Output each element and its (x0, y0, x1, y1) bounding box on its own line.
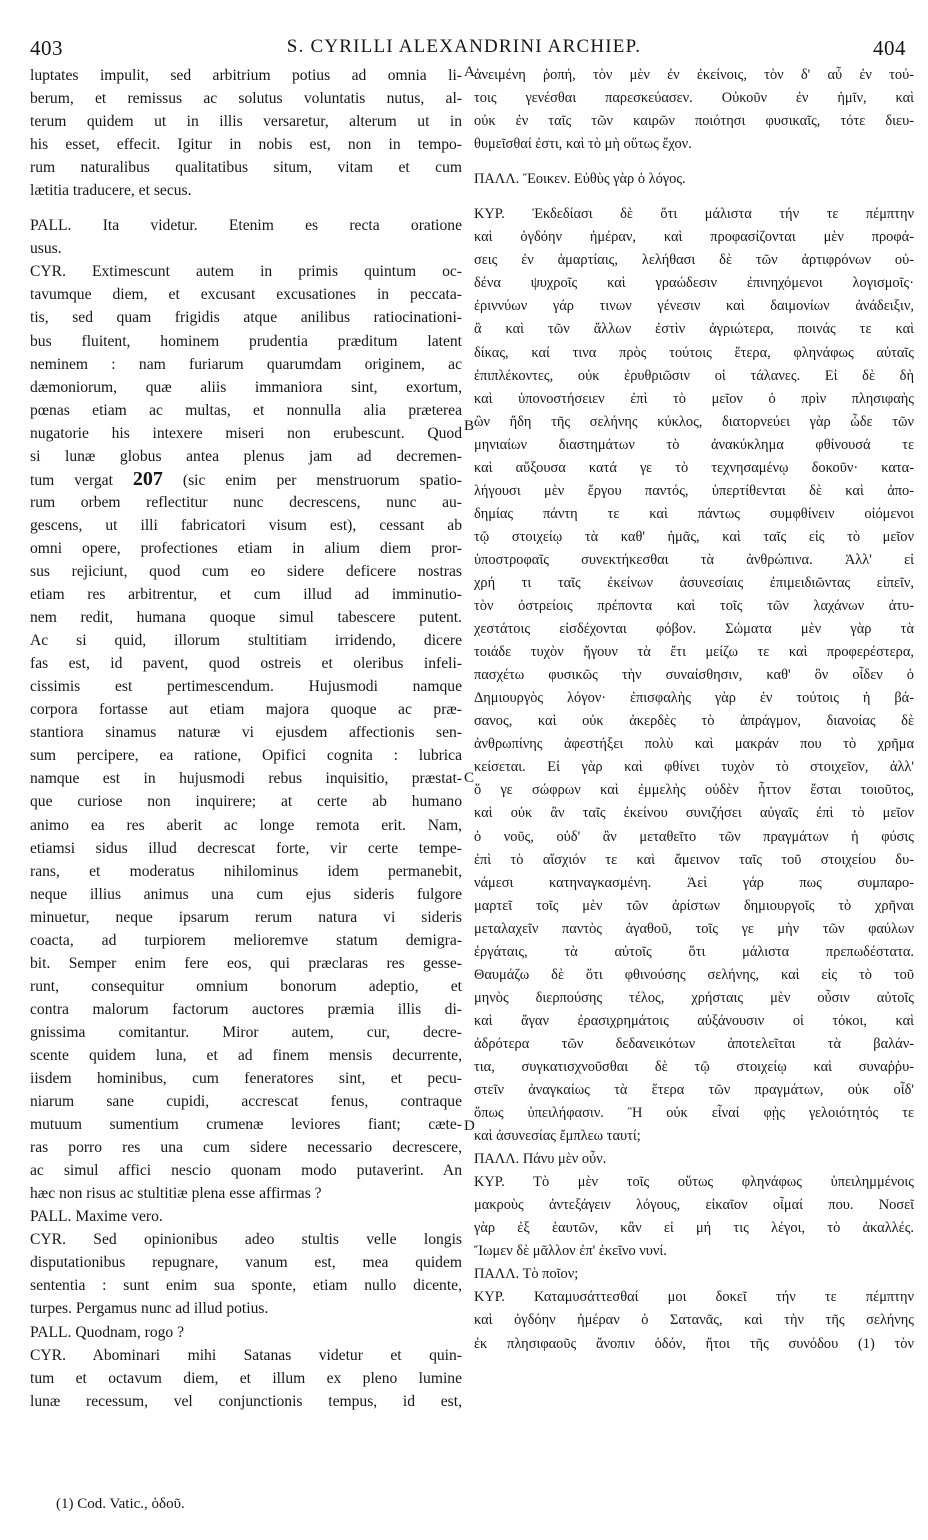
text-line: τῷ στοιχείῳ τὰ καθ' ἡμᾶς, καὶ ταῖς εἰς τὸ μεῖον (474, 528, 914, 545)
text-line: tavumque diem, et excusant excusationes in peccata- (30, 286, 462, 304)
text-line: μακροὺς ἀντεξάγειν λόγους, εἰκαῖον οἶμαί που. Νοσεῖ (474, 1197, 914, 1214)
text-line: minuetur, neque ipsarum rerum natura vi sideris (30, 908, 462, 926)
text-line: ὢν ἤδη τῆς σελήνης κύκλος, διατορνεύει γὰρ ὧδε τῶν (474, 413, 914, 430)
page-number-right: 404 (873, 36, 906, 60)
text-line: sum percipere, ea ratione, Opifici cognita : lubrica (30, 747, 462, 765)
page-number-left: 403 (30, 36, 63, 60)
greek-paragraph-1 (474, 64, 914, 156)
text-line: gescens, ut illi fabricatori visum est), cessant ab (30, 516, 462, 534)
text-line: χρή τι ταῖς ἐκείνων ἀσυνεσίαις ἐπιμειδιῶντας εἰπεῖν, (474, 574, 914, 591)
text-line: ΚΥΡ. Ἐκδεδίασι δὲ ὅτι μάλιστα τήν τε πέμπτην (474, 206, 914, 223)
page-header (0, 36, 928, 60)
running-title: S. CYRILLI ALEXANDRINI ARCHIEP. (286, 36, 642, 57)
text-line: τὸν ὀστρείοις πρέποντα καὶ τοῖς τῶν λαχάνων ἀτυ- (474, 598, 914, 615)
text-line: δένα ψυχροῖς καὶ γραώδεσιν ἐπινηχόμενοι λογισμοῖς· (474, 275, 914, 292)
text-line: bus fluitent, hominem prudentia præditum latent (30, 332, 462, 350)
text-line: καὶ αὔξουσα κατά γε τὸ τεχνησαμένῳ δοκοῦν· κατα- (474, 459, 914, 476)
text-line: bit. Semper enim fere eos, qui præclaras res gesse- (30, 954, 462, 972)
text-line: que curiose non inquirere; at certe ab humano (30, 793, 462, 811)
text-line: ἀνθρωπίνης ἀφεστήξει πολὺ καὶ μακράν που τὸ χρῆμα (474, 736, 914, 753)
text-line: ac simul affici nescio quonam modo putaverint. An (30, 1162, 462, 1180)
text-line: ras porro res una cum sidere necessario decrescere, (30, 1139, 462, 1157)
text-line: niarum sane cupidi, accrescat fenus, contraque (30, 1093, 462, 1111)
text-line: tum et octavum diem, et illum ex pleno lumine (30, 1369, 462, 1387)
text-line: σανος, καὶ οὐκ ἀκερδὲς τὸ ἀπράγμον, διανοίας δὲ (474, 713, 914, 730)
text-line: his esset, effecit. Igitur in nobis est, non in tempo- (30, 136, 462, 154)
text-line: etiam res arbitrentur, et cum illud ad imminutio- (30, 586, 462, 604)
text-line: κείσεται. Εἰ γὰρ καὶ φθίνει τυχὸν τὸ στοιχεῖον, ἀλλ' (474, 759, 914, 776)
margin-letter-a: A (464, 64, 475, 80)
text-line: λήγουσι μὲν ἔργου παντός, ὑπερτίθενται δὲ καὶ ἀπο- (474, 482, 914, 499)
text-line: CYR. Sed opinionibus adeo stultis velle longis (30, 1231, 462, 1249)
text-line: ἐριννύων γάρ τινων γένεσιν καὶ δαιμονίων ἀνάδειξιν, (474, 298, 914, 315)
text-line: τοις γενέσθαι παρεσκεύασεν. Οὐκοῦν ἐν ἡμῖν, καὶ (474, 90, 914, 107)
text-line: σεις ἐν ἁμαρτίαις, λελήθασι δὲ τῶν ἀρτιφρόνων οὐ- (474, 252, 914, 269)
text-line: neque illius animus una cum ejus sideris fulgore (30, 885, 462, 903)
text-line: ἀνειμένη ῥοπή, τὸν μὲν ἐν ἐκείνοις, τὸν δ' αὖ ἐν τού- (474, 67, 914, 83)
text-line: stantiora sinamus naturæ vi ejusdem affectionis sen- (30, 724, 462, 742)
text-line: usus. (30, 240, 62, 258)
text-line: etiamsi sidus illud decrescat forte, vir certe tempe- (30, 839, 462, 857)
text-line: rans, et moderatus nihilominus idem permanebit, (30, 862, 462, 880)
text-line: tis, sed quam frigidis atque anilibus ratiocinationi- (30, 309, 462, 327)
text-line: sententia : sunt enim sua sponte, etiam nullo dicente, (30, 1277, 462, 1295)
latin-cyr-paragraph-4 (30, 1344, 462, 1413)
text-line: si lunæ globus antea plenus jam ad decremen- (30, 447, 462, 465)
latin-pall-speech-1 (30, 214, 462, 260)
text-line: τοιάδε τυχὸν ἤγουν τὰ ἔτι μείζω τε καὶ προφερέστερα, (474, 644, 914, 661)
text-line: CYR. Abominari mihi Satanas videtur et quin- (30, 1346, 462, 1364)
text-line: ΚΥΡ. Τὸ μὲν τοῖς οὕτως φληνάφως ὑπειλημμένοις (474, 1174, 914, 1191)
text-line: rum naturalibus qualitatibus situm, vitam et cum (30, 159, 462, 177)
latin-column (30, 64, 462, 1413)
text-line: neminem : nam furiarum quarumdam originem, ac (30, 355, 462, 373)
text-line: Δημιουργὸς λόγον· ἐπισφαλὴς γὰρ ἐν τούτοις ἡ βά- (474, 690, 914, 707)
text-line: runt, consequitur omnium bonorum adeptio, et (30, 977, 462, 995)
text-line: ἐπιπλέκοντες, οὐκ ἐρυθριῶσιν οἱ τάλανες. Εἰ δὲ δὴ (474, 367, 914, 384)
text-line: ἐργάταις, τὰ αὐτοῖς ὅτι μάλιστα πρεπωδέστατα. (474, 943, 914, 960)
text-line: στεῖν ἀναγκαίως τὰ ἕτερα τῶν πραγμάτων, οὐκ οἶδ' (474, 1082, 914, 1099)
text-line: PALL. Ita videtur. Etenim es recta oratione (30, 217, 462, 235)
text-line: καὶ ἄγαν ἐρασιχρημάτοις αὐξάνουσιν οἱ τόκοι, καὶ (474, 1012, 914, 1029)
latin-pall-speech-2: PALL. Maxime vero. (30, 1208, 163, 1226)
text-line: μηνιαίων διαστημάτων τὸ ἀνακύκλημα φθίνουσά τε (474, 436, 914, 453)
text-line: δίκας, καί τινα πρὸς τούτοις ἕτερα, φληνάφως αὐταῖς (474, 344, 914, 361)
text-line: mutuum sumentium crumenæ leviores fiant; cæte- (30, 1116, 462, 1134)
text-line: πασχέτω φυσικῶς τὴν συναίσθησιν, καθ' ὃν οἶδεν ὁ (474, 667, 914, 684)
text-line: hæc non risus ac stultitiæ plena esse affirmas ? (30, 1185, 322, 1203)
text-line: gnissima comitantur. Miror autem, cur, decre- (30, 1023, 462, 1041)
text-line: coacta, ad turpiorem melioremve statum demigra- (30, 931, 462, 949)
text-line: καὶ οὐκ ἂν ταῖς ἐκείνου συνιζήσει αὐγαῖς ἐπὶ τὸ μεῖον (474, 805, 914, 822)
greek-column (474, 64, 914, 1356)
text-line: μηνὸς διερπούσης τέλος, χρήσταις μὲν οὖσιν αὐτοῖς (474, 989, 914, 1006)
greek-pall-speech-3: ΠΑΛΛ. Τὸ ποῖον; (474, 1266, 579, 1283)
text-line: fas est, id pavent, quod ostreis et oleribus infeli- (30, 655, 462, 673)
text-line: μαρτεῖ τοῖς μὲν τῶν ἀρίστων δημιουργοῖς τὸ χρῆναι (474, 897, 914, 914)
text-line: namque est in hujusmodi rebus inquisitio, præstat- (30, 770, 462, 788)
text-line: ὁ νοῦς, οὐδ' ἂν μεταθεῖτο τῶν πραγμάτων ἡ φύσις (474, 828, 914, 845)
text-line: γὰρ ἐξ ἑαυτῶν, κἂν εἰ μή τις λέγοι, τὸ ἀκαλλές. (474, 1220, 914, 1237)
text-line: tum vergat 207 (sic enim per menstruorum spatio- (30, 467, 462, 490)
text-line: ὅπως ὑπειλήφασιν. Ἢ οὐκ εἶναί φῂς γελοιότητός τε (474, 1105, 914, 1122)
text-line: Ἴωμεν δὲ μᾶλλον ἐπ' ἐκεῖνο νυνί. (474, 1243, 667, 1260)
greek-pall-speech-2: ΠΑΛΛ. Πάνυ μὲν οὖν. (474, 1151, 607, 1168)
text-line: ὑποστροφαῖς συνεκτήκεσθαι τὰ ἀνθρώπινα. Ἀλλ' εἰ (474, 551, 914, 568)
text-line: omni opere, profectiones etiam in alium diem pror- (30, 539, 462, 557)
latin-cyr-paragraph-2 (30, 260, 462, 1205)
margin-letter-d: D (464, 1118, 475, 1134)
text-line: καὶ ὑπονοστήσειεν ἐπὶ τὸ μεῖον ὁ πρὶν πλησιφαὴς (474, 390, 914, 407)
text-line: Θαυμάζω δὲ ὅτι φθινούσης σελήνης, καὶ εἰς τὸ τοῦ (474, 966, 914, 983)
text-line: scente quidem luna, et ad finem mensis decurrente, (30, 1046, 462, 1064)
text-line: καὶ ὀγδόην ἡμέραν, καὶ προφασίζονται μὲν προφά- (474, 229, 914, 246)
text-line: disputationibus repugnare, vanum est, mea quidem (30, 1254, 462, 1272)
text-line: iisdem hominibus, cum feneratores sint, et pecu- (30, 1070, 462, 1088)
text-line: ἃ καὶ τῶν ἄλλων ἐστὶν ἀγριώτερα, ποινάς τε καὶ (474, 321, 914, 338)
text-line: nugatorie his intexere miseri non erubescunt. Quod (30, 424, 462, 442)
text-line: ΚΥΡ. Καταμυσάττεσθαί μοι δοκεῖ τήν τε πέμπτην (474, 1289, 914, 1306)
text-line: μεταλαχεῖν παντὸς ἀγαθοῦ, τοῖς γε μὴν τῶν φαύλων (474, 920, 914, 937)
text-line: sus rejiciunt, quod cum eo sidere deficere nostras (30, 562, 462, 580)
margin-letter-b: B (464, 418, 475, 434)
text-line: dæmoniorum, quæ aliis immaniora sint, exortum, (30, 378, 462, 396)
text-line: ἐπὶ τὸ αἴσχιόν τε καὶ ἄμεινον ταῖς τοῦ στοιχείου δυ- (474, 851, 914, 868)
margin-letter-c: C (464, 770, 475, 786)
text-line: δημίας πάντη τε καὶ πάντως συμφθίνειν οἰόμενοι (474, 505, 914, 522)
text-line: berum, et remissus ac solutus voluntatis nutus, al- (30, 90, 462, 108)
text-line: corpora fortasse aut etiam majora quoque ac præ- (30, 701, 462, 719)
text-line: animo ea res aberit ac longe remota erit. Nam, (30, 816, 462, 834)
latin-cyr-paragraph-3 (30, 1228, 462, 1320)
text-line: CYR. Extimescunt autem in primis quintum oc- (30, 263, 462, 281)
text-line: lunæ recessum, vel conjunctionis tempus, id est, (30, 1392, 462, 1410)
greek-pall-speech-1: ΠΑΛΛ. Ἔοικεν. Εὐθὺς γὰρ ὁ λόγος. (474, 171, 686, 188)
text-line: lætitia traducere, et secus. (30, 182, 192, 200)
text-line: τια, συγκατισχνοῦσθαι δὲ τῷ στοιχείῳ καὶ συναῤῥυ- (474, 1058, 914, 1075)
text-line: Ac si quid, illorum stultitiam irridendo, dicere (30, 632, 462, 650)
text-line: turpes. Pergamus nunc ad illud potius. (30, 1300, 269, 1318)
text-line: pœnas etiam ac multas, et nonnulla alia præterea (30, 401, 462, 419)
text-line: ἐκ πλησιφαοῦς ἄνοπιν ὁδόν, ἤτοι τῆς συνόδου (1) τὸν (474, 1335, 914, 1352)
greek-cyr-paragraph-2 (474, 203, 914, 1148)
text-line: χεστάτοις εἰσδέχονται φόβον. Σώματα μὲν γὰρ τὰ (474, 621, 914, 638)
greek-cyr-paragraph-3 (474, 1171, 914, 1263)
text-line: nem redit, humana quoque simul tabescere putent. (30, 609, 462, 627)
footnote: (1) Cod. Vatic., ὁδοῦ. (56, 1496, 185, 1512)
text-line: θυμεῖσθαί ἐστι, καὶ τὸ μὴ οὕτως ἔχον. (474, 136, 692, 153)
text-line: ἀδρότερα τῶν δεδανεικότων ἀποτελεῖται τὰ βαλάν- (474, 1035, 914, 1052)
text-line: terum quidem ut in illis versaretur, alterum ut in (30, 113, 462, 131)
text-line: οὐκ ἐν ταῖς τῶν καιρῶν ποιότησι φυσικαῖς, τότε διευ- (474, 113, 914, 130)
text-line: rum orbem reflectitur nunc decrescens, nunc au- (30, 493, 462, 511)
text-line: luptates impulit, sed arbitrium potius ad omnia li- (30, 67, 462, 84)
text-line: νάμεσι κατηναγκασμένη. Ἀεὶ γάρ πως συμπαρο- (474, 874, 914, 891)
latin-paragraph-1 (30, 64, 462, 202)
text-line: ὅ γε σώφρων καὶ ἐμμελὴς οὐδὲν ἧττον ἔσται τοιοῦτος, (474, 782, 914, 799)
text-line: cissimis est pertimescendum. Hujusmodi namque (30, 678, 462, 696)
latin-pall-speech-3: PALL. Quodnam, rogo ? (30, 1323, 185, 1341)
text-line: καὶ ὀγδόην ἡμέραν ὁ Σατανᾶς, καὶ τὴν τῆς σελήνης (474, 1312, 914, 1329)
column-number-207: 207 (132, 467, 163, 490)
text-line: καὶ ἀσυνεσίας ἔμπλεω ταυτί; (474, 1128, 641, 1145)
text-line: contra malorum factorum auctores præmia illis di- (30, 1000, 462, 1018)
greek-cyr-paragraph-4 (474, 1286, 914, 1355)
